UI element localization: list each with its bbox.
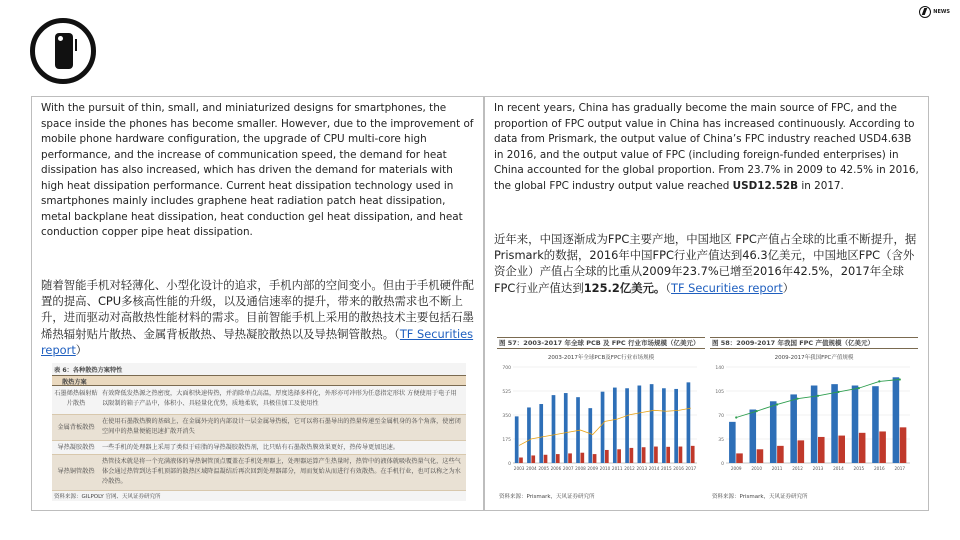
bar: [818, 437, 825, 463]
x-tick-label: 2017: [685, 466, 697, 471]
bar: [662, 388, 666, 463]
right-english-paragraph: [494, 101, 920, 194]
heat-dissipation-table: [52, 363, 466, 501]
x-tick-label: 2004: [526, 466, 537, 471]
y-tick-label: 140: [715, 366, 724, 371]
bar: [552, 395, 556, 463]
bar: [650, 384, 654, 463]
x-tick-label: 2006: [550, 466, 562, 471]
table-row-desc: 热管技术就是将一个充满液体的导热铜管顶点覆盖在手机处理器上，处理器运算产生热量时，热管中的液体就吸收热量气化，这些气体会通过热管到达手机顶部的散热区域降温凝结后再次回到处理器部分，周而复始从而进行有效散热。在手机行业，也可以称之为水冷散热。: [102, 458, 461, 485]
chart1-plot: [497, 361, 705, 479]
bar: [617, 449, 621, 463]
bar: [605, 450, 609, 463]
chart1-title: 2003-2017年全球PCB及FPC行业市场规模: [547, 355, 655, 361]
left-source-link[interactable]: TF Securities report: [41, 326, 474, 357]
x-tick-label: 2016: [673, 466, 684, 471]
bar: [527, 407, 531, 463]
y-tick-label: 0: [721, 462, 724, 467]
bar: [777, 446, 784, 463]
table-row-desc: 在使用石墨散热膜的基础上，在金属外壳的内部设计一层金属导热板，它可以将石墨导出的热量传递至金属机身的各个角落，使密闭空间中的热量便能迅速扩散开消失: [102, 418, 461, 435]
bar: [544, 455, 548, 463]
chart2-caption: 图 58：2009-2017 年我国 FPC 产值规模（亿美元）: [710, 337, 918, 349]
table-row: [52, 441, 466, 455]
y-tick-label: 350: [502, 414, 511, 419]
x-tick-label: 2013: [636, 466, 648, 471]
smartphone-icon: [55, 33, 73, 69]
chart1-source: 资料来源：Prismark，天风证券研究所: [499, 494, 595, 500]
left-link-close: ）: [75, 342, 88, 357]
x-tick-label: 2010: [751, 466, 763, 471]
bar: [638, 386, 642, 463]
x-tick-label: 2010: [599, 466, 611, 471]
bar: [811, 386, 818, 463]
brand-logo: [919, 6, 950, 18]
table-header: [52, 375, 466, 386]
x-tick-label: 2008: [575, 466, 586, 471]
global-pcb-fpc-chart: [497, 337, 705, 502]
bar: [736, 453, 743, 463]
table-row-desc: 有效降低发热源之热密度，大面积快速传热，并消除单点高温，厚度选择多样化，外形亦可冲形为任意指定形状 方便使用于电子用以限制的箱子产品中，体积小、具轻量化优势，质地柔软，具极佳加工及使用性: [102, 390, 457, 407]
left-english-paragraph: With the pursuit of thin, small, and miniaturized designs for smartphones, the space inside the phones has become smaller. However, due to the improvement of mobile phone hardware configuration, the upgrade of CPU multi-core high performance, and the increase of communication speed, the demand for heat dissipation has also increased, which has driven the demand for materials with high heat dissipation performance. Current heat dissipation technology used in smartphones mainly includes graphene heat radiation patch heat dissipation, metal backplane heat dissipation, heat conduction gel heat dissipation, and heat conduction copper pipe heat dissipation.: [41, 102, 474, 238]
table-caption: 表 6：各种散热方案特性: [54, 367, 123, 374]
bar: [531, 455, 535, 463]
x-tick-label: 2015: [660, 466, 672, 471]
y-tick-label: 700: [502, 366, 511, 371]
x-tick-label: 2014: [648, 466, 660, 471]
phone-logo-icon: [30, 18, 96, 84]
x-tick-label: 2013: [812, 466, 824, 471]
bar: [588, 408, 592, 463]
bar: [564, 393, 568, 463]
x-tick-label: 2005: [538, 466, 550, 471]
bar: [872, 386, 879, 463]
x-tick-label: 2011: [611, 466, 623, 471]
bar: [757, 449, 764, 463]
left-panel: [31, 96, 484, 511]
y-tick-label: 70: [718, 414, 724, 419]
x-tick-label: 2007: [562, 466, 574, 471]
line-point: [796, 398, 798, 400]
left-link-open: （: [394, 326, 400, 341]
bar: [859, 433, 866, 463]
line-point: [817, 395, 819, 397]
right-chinese-bold: 125.2亿美元。: [583, 280, 666, 295]
table-row-name: 导热铜管散热: [57, 468, 95, 475]
left-chinese-paragraph: [41, 277, 475, 358]
x-tick-label: 2016: [873, 466, 885, 471]
bar: [900, 427, 907, 463]
y-tick-label: 525: [502, 390, 511, 395]
line-point: [756, 410, 758, 412]
bar: [852, 386, 859, 463]
bar: [625, 388, 629, 463]
bar: [642, 447, 646, 463]
line-point: [878, 380, 880, 382]
chart2-title: 2009-2017年我国FPC产值规模: [774, 355, 854, 361]
x-tick-label: 2009: [730, 466, 742, 471]
bar: [515, 416, 519, 463]
bar: [687, 382, 691, 463]
right-link-close: ）: [782, 280, 795, 295]
bar: [519, 458, 523, 463]
table-row-name: 石墨烯热辐射贴片散热: [54, 390, 98, 407]
x-tick-label: 2015: [853, 466, 865, 471]
line-point: [858, 387, 860, 389]
table-row-desc: 一些手机的处理器上采用了类似于硅脂的导热凝胶散热剂，比只贴有石墨散热膜效果更好，热传导更加迅速。: [102, 444, 399, 451]
left-chinese-text: 随着智能手机对轻薄化、小型化设计的追求，手机内部的空间变小。但由于手机硬件配置的提高、CPU多核高性能的升级，以及通信速率的提升，带来的散热需求也不断上升，进而驱动对高散热性能材料的需求。目前智能手机上采用的散热技术主要包括石墨烯热辐射贴片散热、金属背板散热、导热凝胶散热以及导热铜管散热。: [41, 278, 474, 341]
chart2-plot: [710, 361, 918, 479]
bar: [674, 389, 678, 463]
bar: [601, 392, 605, 463]
table-header-label: 散热方案: [62, 379, 87, 386]
bar: [893, 377, 900, 463]
bar: [679, 447, 683, 463]
bar: [539, 404, 543, 463]
bar: [750, 410, 757, 463]
bar: [556, 454, 560, 463]
right-chinese-text: 近年来，中国逐渐成为FPC主要产地，中国地区 FPC产值占全球的比重不断提升，据Prismark的数据，2016年中国FPC行业产值达到46.3亿美元，中国地区FPC（含外资企业）产值占全球的比重从2009年23.7%已增至2016年42.5%，2017年全球FPC行业产值达到: [494, 232, 917, 295]
chart1-caption: 图 57：2003-2017 年全球 PCB 及 FPC 行业市场规模（亿美元）: [497, 337, 705, 349]
right-english-end: in 2017.: [798, 179, 844, 192]
right-panel: [484, 96, 929, 511]
x-tick-label: 2014: [833, 466, 844, 471]
line-point: [735, 416, 737, 418]
y-tick-label: 0: [508, 462, 511, 467]
chart2-source: 资料来源：Prismark，天风证券研究所: [712, 494, 808, 500]
right-english-bold: USD12.52B: [732, 179, 799, 192]
china-fpc-chart: [710, 337, 918, 502]
table-row-name: 金属背板散热: [57, 424, 95, 431]
bar: [770, 401, 777, 463]
table-row: [52, 387, 466, 415]
x-tick-label: 2017: [894, 466, 906, 471]
bar: [593, 454, 597, 463]
right-source-link[interactable]: TF Securities report: [671, 280, 783, 295]
line-point: [776, 403, 778, 405]
brand-text: NEWS: [933, 9, 950, 15]
right-link-open: （: [665, 280, 672, 295]
x-tick-label: 2012: [792, 466, 803, 471]
bar: [798, 440, 805, 463]
y-tick-label: 105: [715, 390, 724, 395]
bar: [729, 422, 736, 463]
bar: [580, 453, 584, 463]
x-tick-label: 2011: [771, 466, 783, 471]
y-tick-label: 175: [502, 438, 511, 443]
x-tick-label: 2012: [624, 466, 635, 471]
line-point: [837, 391, 839, 393]
table-source: 资料来源：GILPOLY 官网、天风证券研究所: [54, 494, 161, 500]
table-row: [52, 455, 466, 491]
bar: [790, 394, 797, 463]
line-point: [899, 378, 901, 380]
table-row-name: 导热凝胶散热: [57, 444, 95, 451]
bar: [654, 447, 658, 463]
bar: [879, 431, 886, 463]
bar: [838, 436, 845, 463]
bar: [630, 448, 634, 463]
x-tick-label: 2003: [513, 466, 525, 471]
table-row: [52, 415, 466, 441]
bar: [666, 447, 670, 463]
lightning-icon: [919, 6, 931, 18]
bar: [568, 453, 572, 463]
right-chinese-paragraph: [494, 231, 920, 296]
bar: [691, 446, 695, 463]
right-english-text: In recent years, China has gradually become the main source of FPC, and the proportion of FPC output value in China has increased continuously. According to data from Prismark, the output value of China’s FPC industry reached USD4.63B in 2016, and the output value of FPC (including foreign-funded enterprises) in China accounted for the global proportion. From 23.7% in 2009 to 42.5% in 2016, the global FPC industry output value reached: [494, 102, 919, 192]
x-tick-label: 2009: [587, 466, 599, 471]
bar: [831, 384, 838, 463]
bar: [613, 388, 617, 463]
y-tick-label: 35: [718, 438, 724, 443]
